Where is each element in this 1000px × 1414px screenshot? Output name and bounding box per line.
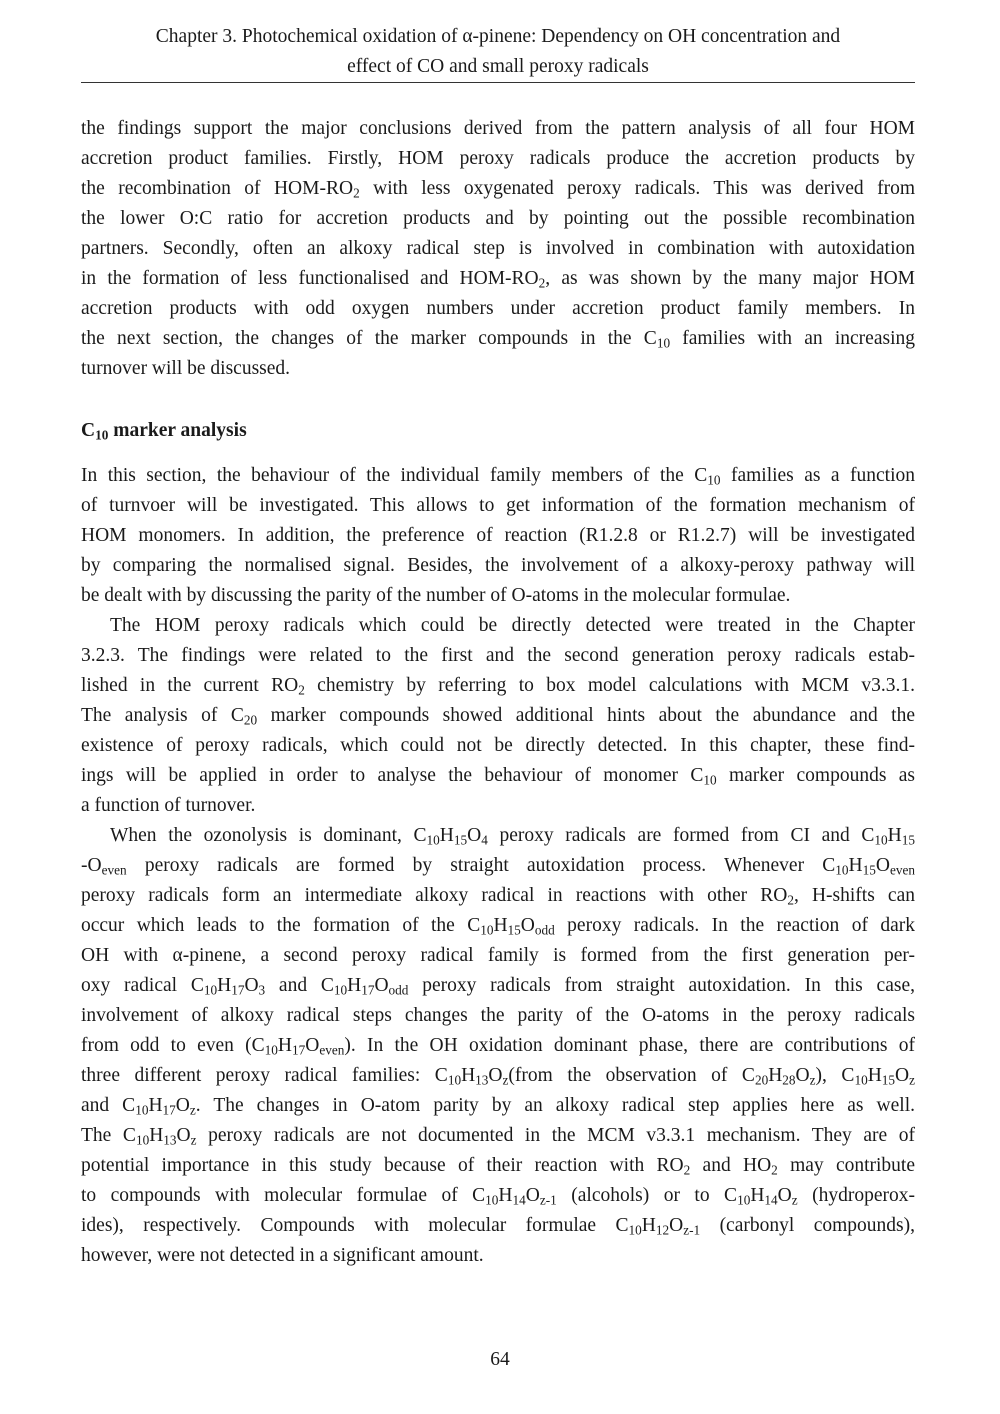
text-line: the recombination of HOM-$RO_2$ with less oxygenated peroxy radicals. This was derived from [81, 178, 915, 201]
text-line: of turnvoer will be investigated. This allows to get information of the formation mechanism of [81, 495, 915, 516]
text-line: oxy radical $C_{10}H_{17}O_3$ and $C_{10}H_{17}O_{odd}$ peroxy radicals from straight autoxidation. In this case, [81, 975, 915, 998]
text-line: three different peroxy radical families: $C_{10}H_{13}O_z(from$ the observation of $C_{20}H_{28}O_z$), $C_{10}H_{15}O_z$ [81, 1065, 916, 1088]
text-line: by comparing the normalised signal. Besides, the involvement of a alkoxy-peroxy pathway will [81, 555, 915, 576]
section-paragraphs [81, 461, 915, 1271]
text-line: peroxy radicals form an intermediate alkoxy radical in reactions with other $RO_2$, H-shifts can [81, 885, 915, 908]
text-line: partners. Secondly, often an alkoxy radical step is involved in combination with autoxidation [81, 238, 915, 259]
text-line: involvement of alkoxy radical steps changes the parity of the O-atoms in the peroxy radicals [81, 1005, 915, 1026]
text-line: and $C_{10}H_{17}O_z$. The changes in O-atom parity by an alkoxy radical step applies here as well. [81, 1095, 915, 1118]
text-line: When the ozonolysis is dominant, $C_{10}H_{15}O_4$ peroxy radicals are formed from CI and $C_{10}H_{15}$ [110, 825, 915, 848]
text-line: The $C_{10}H_{13}O_z$ peroxy radicals are not documented in the MCM v3.3.1 mechanism. They are of [81, 1125, 916, 1148]
text-line: the next section, the changes of the marker compounds in the $C_{10}$ families with an increasing [81, 328, 915, 351]
text-line: however, were not detected in a significant amount. [81, 1245, 484, 1266]
header-rule [81, 82, 915, 83]
text-line: ides), respectively. Compounds with molecular formulae $C_{10}H_{12}O_{z-1}$ (carbonyl compounds), [81, 1215, 915, 1238]
text-line: from odd to even $(C_{10}H_{17}O_{even})$. In the OH oxidation dominant phase, there are contributions of [81, 1035, 915, 1058]
text-line: HOM monomers. In addition, the preference of reaction (R1.2.8 or R1.2.7) will be investigated [81, 525, 915, 546]
text-line: to compounds with molecular formulae of $C_{10}H_{14}O_{z-1}$ (alcohols) or to $C_{10}H_{14}O_z$ (hydroperox- [81, 1185, 915, 1208]
section-heading: $C_{10}$ marker analysis [81, 420, 247, 443]
intro-paragraphs [81, 114, 915, 384]
text-line: The HOM peroxy radicals which could be directly detected were treated in the Chapter [110, 615, 915, 636]
text-line: be dealt with by discussing the parity of the number of O-atoms in the molecular formulae. [81, 585, 791, 606]
paragraph [81, 821, 915, 1271]
text-line: lished in the current $RO_2$ chemistry by referring to box model calculations with MCM v3.3.1. [81, 675, 915, 698]
text-line: occur which leads to the formation of the $C_{10}H_{15}O_{odd}$ peroxy radicals. In the reaction of dark [81, 915, 915, 938]
page-number: 64 [490, 1349, 510, 1370]
text-line: The analysis of $C_{20}$ marker compounds showed additional hints about the abundance and the [81, 705, 916, 728]
running-header-line-2: effect of CO and small peroxy radicals [347, 56, 649, 77]
paragraph [81, 611, 915, 821]
running-header-line-1: Chapter 3. Photochemical oxidation of α-pinene: Dependency on OH concentration and [155, 26, 841, 47]
text-line: potential importance in this study because of their reaction with $RO_2$ and $HO_2$ may contribute [81, 1155, 915, 1178]
page-body [81, 114, 915, 1271]
text-line: existence of peroxy radicals, which could not be directly detected. In this chapter, these find- [81, 735, 915, 756]
text-line: in the formation of less functionalised and HOM-$RO_2$, as was shown by the many major HOM [81, 268, 915, 291]
text-line: $-O_{even}$ peroxy radicals are formed by straight autoxidation process. Whenever $C_{10}H_{15}O_{even}$ [81, 855, 915, 878]
paragraph [81, 461, 915, 611]
text-line: the lower O:C ratio for accretion products and by pointing out the possible recombination [81, 208, 915, 229]
running-header [81, 22, 915, 82]
text-line: accretion product families. Firstly, HOM peroxy radicals produce the accretion products by [81, 148, 915, 169]
text-line: OH with α-pinene, a second peroxy radical family is formed from the first generation per- [81, 945, 915, 966]
text-line: 3.2.3. The findings were related to the first and the second generation peroxy radicals estab- [81, 645, 915, 666]
paragraph [81, 114, 915, 384]
text-line: ings will be applied in order to analyse the behaviour of monomer $C_{10}$ marker compounds as [81, 765, 915, 788]
text-line: In this section, the behaviour of the individual family members of the $C_{10}$ families as a function [81, 465, 915, 488]
text-line: turnover will be discussed. [81, 358, 291, 379]
text-line: the findings support the major conclusions derived from the pattern analysis of all four HOM [81, 118, 915, 139]
text-line: a function of turnover. [81, 795, 256, 816]
text-line: accretion products with odd oxygen numbers under accretion product family members. In [81, 298, 915, 319]
